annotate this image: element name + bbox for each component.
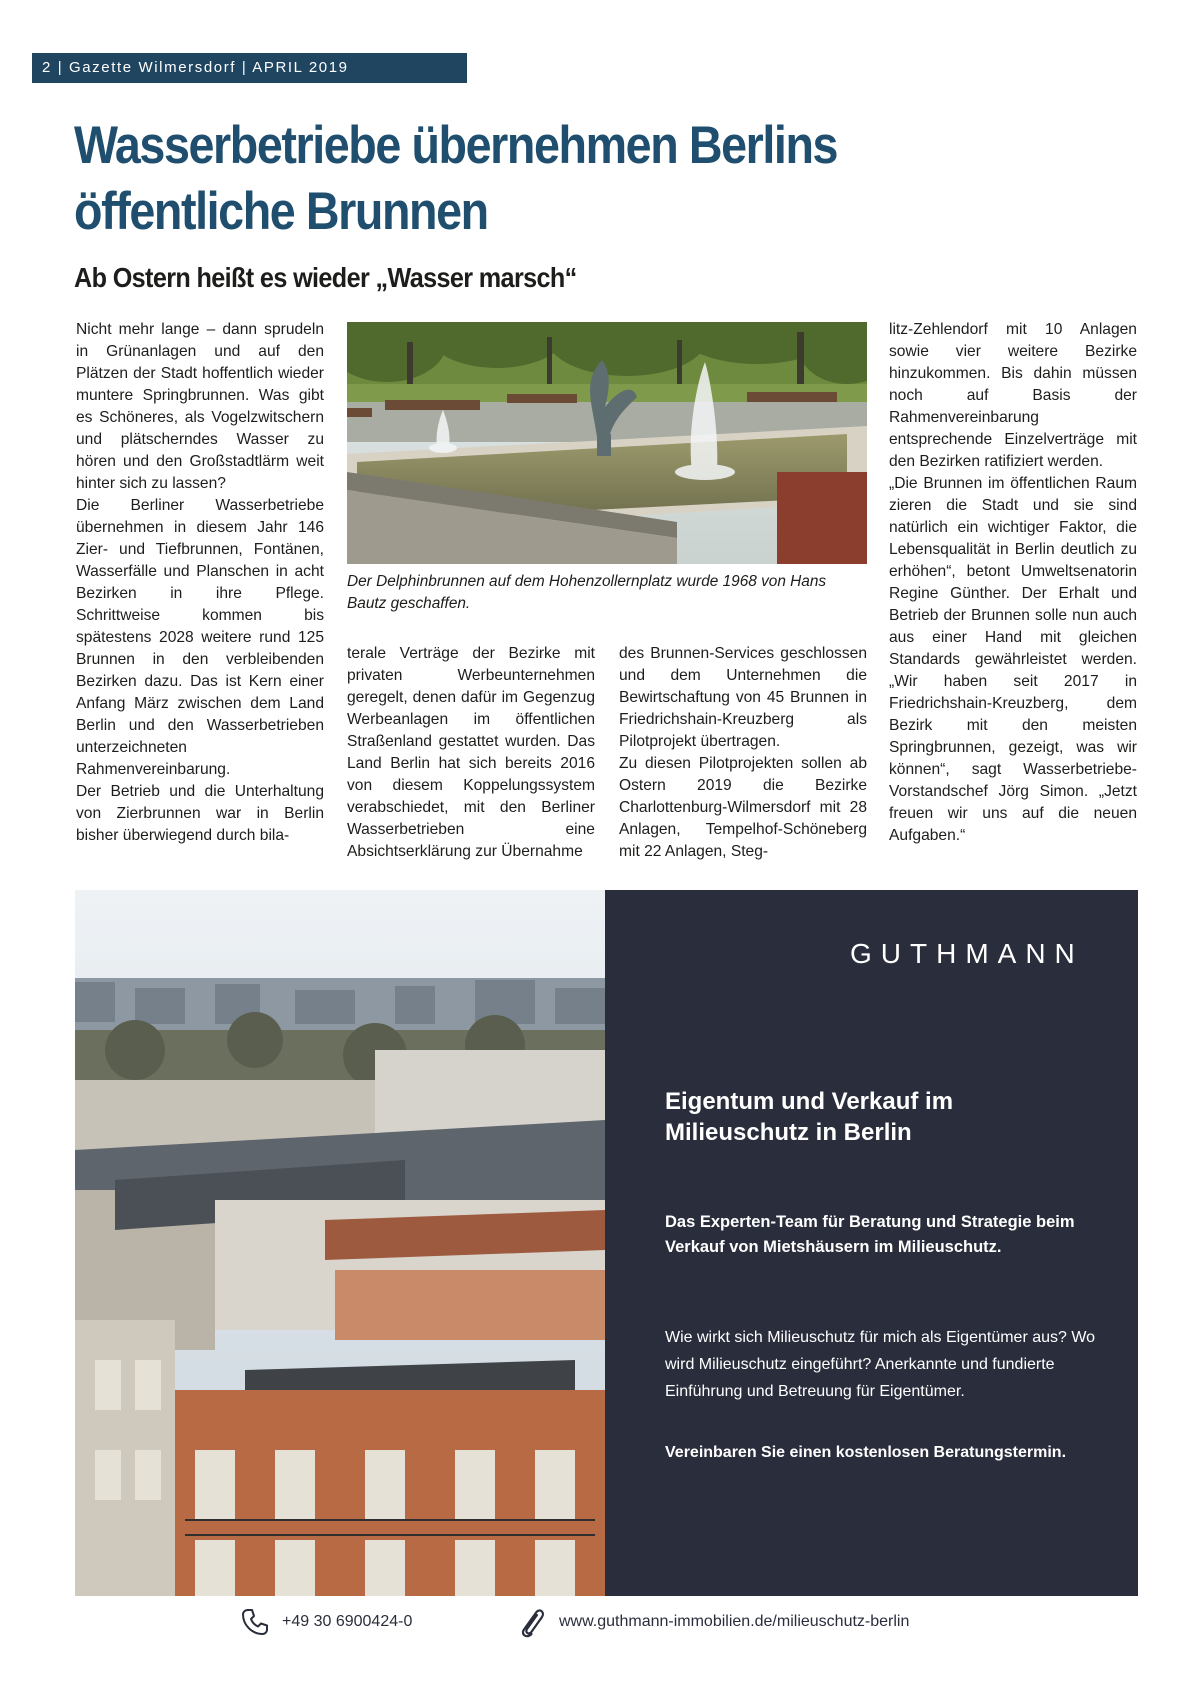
- ad-subheadline: Das Experten-Team für Beratung und Strategie beim Verkauf von Mietshäusern im Milieuschutz.: [665, 1213, 1075, 1256]
- ad-body-text: Wie wirkt sich Milieuschutz für mich als Eigentümer aus? Wo wird Milieuschutz eingeführt? Anerkannte und fundierte Einführung und Betreuung für Eigentümer.: [665, 1329, 1096, 1400]
- article-paragraph: litz-Zehlendorf mit 10 Anlagen sowie vier weitere Bezirke hinzukommen. Bis dahin müssen noch auf Basis der Rahmenvereinbarung entsprechende Einzelverträge mit den Bezirken ratifiziert werden.: [889, 321, 1137, 470]
- page-header-bar: [32, 53, 467, 83]
- ad-phone-number: +49 30 6900424-0: [282, 1613, 413, 1630]
- article-headline: [74, 113, 954, 245]
- ad-website-contact: [517, 1604, 909, 1640]
- ad-text-panel: [605, 890, 1138, 1596]
- city-rooftops-illustration: [75, 890, 605, 1596]
- article-column-4: [889, 319, 1137, 847]
- headline-line-2: öffentliche Brunnen: [74, 182, 488, 241]
- article-paragraph: terale Verträge der Bezirke mit privaten Werbeunternehmen geregelt, denen dafür im Gegenzug Werbeanlagen im öffentlichen Straßenland gestattet wurden. Das Land Berlin hat sich bereits 2016 von diesem Koppelungssystem verabschiedet, mit den Berliner Wasserbetrieben eine Absichtserklärung zur Übernahme: [347, 645, 595, 860]
- city-rooftops-photo: [75, 890, 605, 1596]
- article-paragraph: Nicht mehr lange – dann sprudeln in Grünanlagen und auf den Plätzen der Stadt hoffentlich wieder muntere Springbrunnen. Was gibt es Schöneres, als Vogelzwitschern und plätscherndes Wasser zu hören und den Großstadtlärm weit hinter sich zu lassen?: [76, 321, 324, 492]
- article-paragraph: Die Berliner Wasserbetriebe übernehmen in diesem Jahr 146 Zier- und Tiefbrunnen, Fontänen, Wasserfälle und Planschen in acht Bezirken in ihre Pflege. Schrittweise kommen bis spätestens 2028 weitere rund 125 Brunnen in den verbleibenden Bezirken dazu. Das ist Kern einer Anfang März zwischen dem Land Berlin und den Wasserbetrieben unterzeichneten Rahmenvereinbarung.: [76, 497, 324, 778]
- phone-icon: [240, 1607, 270, 1637]
- article-paragraph: Der Betrieb und die Unterhaltung von Zierbrunnen war in Berlin bisher überwiegend durch bila-: [76, 783, 324, 844]
- article-paragraph: des Brunnen-Services geschlossen und dem Unternehmen die Bewirtschaftung von 45 Brunnen in Friedrichshain-Kreuzberg als Pilotprojekt übertragen.: [619, 645, 867, 750]
- page-header-text: 2 | Gazette Wilmersdorf | APRIL 2019: [42, 59, 349, 76]
- guthmann-advertisement: [75, 890, 1138, 1596]
- fountain-photo-illustration: [347, 322, 867, 564]
- article-paragraph: Zu diesen Pilotprojekten sollen ab Ostern 2019 die Bezirke Charlottenburg-Wilmersdorf mit 28 Anlagen, Tempelhof-Schöneberg mit 22 Anlagen, Steg-: [619, 755, 867, 860]
- article-subheadline: Ab Ostern heißt es wieder „Wasser marsch“: [74, 262, 577, 293]
- ad-call-to-action: Vereinbaren Sie einen kostenlosen Beratungstermin.: [665, 1444, 1067, 1461]
- article-column-2: [347, 643, 595, 863]
- headline-line-1: Wasserbetriebe übernehmen Berlins: [74, 116, 838, 175]
- article-column-1: [76, 319, 324, 847]
- paperclip-icon: [517, 1605, 547, 1639]
- ad-headline: Eigentum und Verkauf im Milieuschutz in Berlin: [665, 1088, 954, 1146]
- fountain-photo: [347, 322, 867, 564]
- ad-phone-contact: [240, 1604, 412, 1640]
- guthmann-logo: GUTHMANN: [850, 938, 1084, 969]
- article-paragraph: „Die Brunnen im öffentlichen Raum zieren die Stadt und sie sind natürlich ein wichtiger Faktor, die Lebensqualität in Berlin deutlich zu erhöhen“, betont Umweltsenatorin Regine Günther. Der Erhalt und Betrieb der Brunnen solle nun auch aus einer Hand mit gleichen Standards gewährleistet werden. „Wir haben seit 2017 in Friedrichshain-Kreuzberg, dem Bezirk mit den meisten Springbrunnen, gezeigt, was wir können“, sagt Wasserbetriebe-Vorstandschef Jörg Simon. „Jetzt freuen wir uns auf die neuen Aufgaben.“: [889, 475, 1137, 844]
- ad-website-url: www.guthmann-immobilien.de/milieuschutz-berlin: [559, 1613, 910, 1630]
- photo-caption: Der Delphinbrunnen auf dem Hohenzollernplatz wurde 1968 von Hans Bautz geschaffen.: [347, 573, 827, 612]
- article-column-3: [619, 643, 867, 863]
